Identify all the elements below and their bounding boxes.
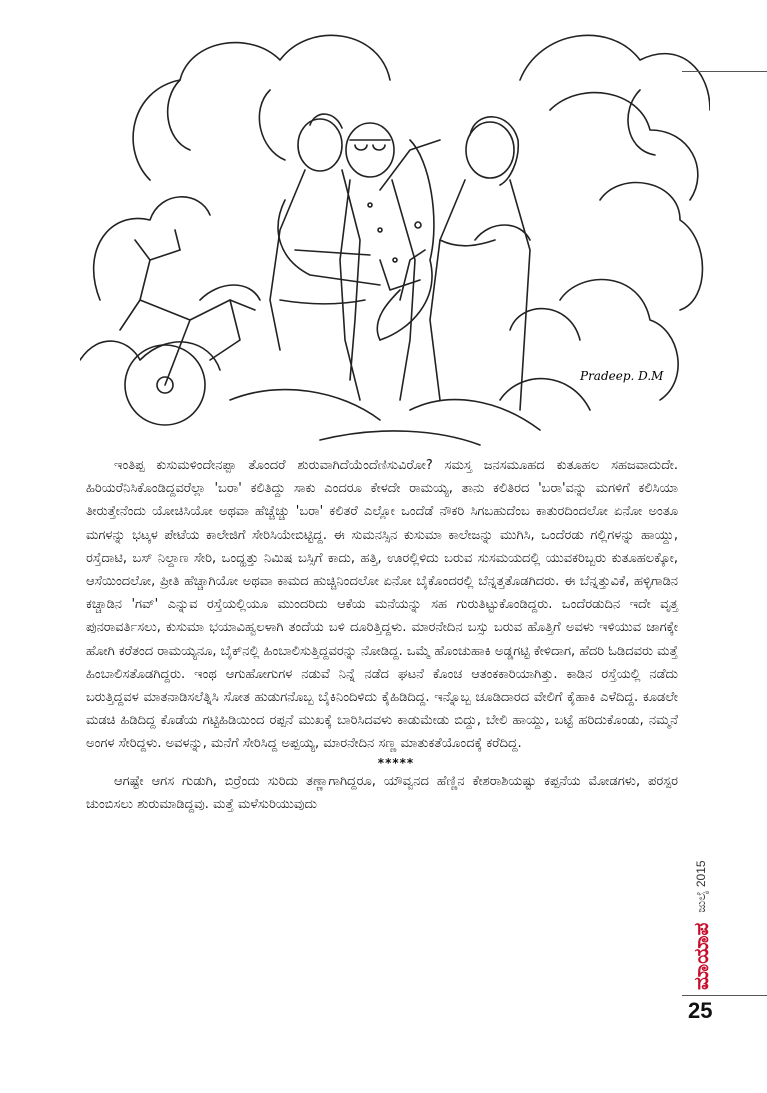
illustration-signature: Pradeep. D.M [580, 369, 664, 383]
bottom-divider [682, 995, 767, 996]
story-body [86, 454, 678, 816]
top-divider [682, 71, 767, 72]
issue-date: ಜುಲೈ 2015 [693, 860, 708, 913]
illustration-drawing [80, 0, 710, 450]
magazine-name: ಮಾಯಾಪ [689, 922, 713, 990]
story-paragraph-1: ಇಂತಿಪ್ಪ ಕುಸುಮಳಿಂದೇನಪ್ಪಾ ತೊಂದರೆ ಶುರುವಾಗಿದೆಯೆಂದೆಣಿಸುವಿರೋ? ಸಮಸ್ತ ಜನಸಮೂಹದ ಕುತೂಹಲ ಸಹಜವಾದುದೇ. ಹಿರಿಯರೆನಿಸಿಕೊಂಡಿದ್ದವರೆಲ್ಲಾ 'ಬರಾ' ಕಲಿತಿದ್ದು ಸಾಕು ಎಂದರೂ ಕೇಳದೇ ರಾಮಯ್ಯ, ತಾನು ಕಲಿತಿರದ 'ಬರಾ'ವನ್ನು ಮಗಳಿಗೆ ಕಲಿಸಿಯಾ ತೀರುತ್ತೇನೆಂದು ಯೋಚಿಸಿಯೋ ಅಥವಾ ಹೆಚ್ಚೆಚ್ಚು 'ಬರಾ' ಕಲಿತರೆ ಎಲ್ಲೋ ಒಂದೆಡೆ ನೌಕರಿ ಸಿಗಬಹುದೆಂಬ ಕಾತುರದಿಂದಲೋ ಏನೋ ಅಂತೂ ಮಗಳನ್ನು ಭಟ್ಕಳ ಪೇಟೆಯ ಕಾಲೇಜಿಗೆ ಸೇರಿಸಿಯೇಬಿಟ್ಟಿದ್ದ. ಈ ಸುಮನಸ್ಸಿನ ಕುಸುಮಾ ಕಾಲೇಜನ್ನು ಮುಗಿಸಿ, ಒಂದೆರಡು ಗಲ್ಲಿಗಳನ್ನು ಹಾಯ್ದು, ರಸ್ತೆದಾಟಿ, ಬಸ್ ನಿಲ್ದಾಣ ಸೇರಿ, ಒಂದ್ಹತ್ತು ನಿಮಿಷ ಬಸ್ಸಿಗೆ ಕಾದು, ಹತ್ತಿ, ಊರಲ್ಲಿಳಿದು ಬರುವ ಸುಸಮಯದಲ್ಲಿ ಯುವಕರಿಬ್ಬರು ಕುತೂಹಲಕ್ಕೋ, ಆಸೆಯಿಂದಲೋ, ಪ್ರೀತಿ ಹೆಚ್ಚಾಗಿಯೋ ಅಥವಾ ಕಾಮದ ಹುಚ್ಚಿನಿಂದಲೋ ಏನೋ ಬೈಕೊಂದರಲ್ಲಿ ಬೆನ್ನತ್ತತೊಡಗಿದರು. ಈ ಬೆನ್ನತ್ತುವಿಕೆ, ಹಳ್ಳಿಗಾಡಿನ ಕಚ್ಚಾಡಿನ 'ಗವ್' ಎನ್ನುವ ರಸ್ತೆಯಲ್ಲಿಯೂ ಮುಂದರಿದು ಆಕೆಯ ಮನೆಯನ್ನು ಸಹ ಗುರುತಿಟ್ಟುಕೊಂಡಿದ್ದರು. ಒಂದೆರಡುದಿನ ಇದೇ ವೃತ್ತ ಪುನರಾವರ್ತಿಸಲು, ಕುಸುಮಾ ಭಯಾವಿಹ್ವಲಳಾಗಿ ತಂದೆಯ ಬಳಿ ದೂರಿತ್ತಿದ್ದಳು. ಮಾರನೇದಿನ ಬಸ್ಸು ಬರುವ ಹೊತ್ತಿಗೆ ಅವಳು ಇಳಿಯುವ ಜಾಗಕ್ಕೇ ಹೋಗಿ ಕರೆತಂದ ರಾಮಯ್ಯನೂ, ಬೈಕ್‌ನಲ್ಲಿ ಹಿಂಬಾಲಿಸುತ್ತಿದ್ದವರನ್ನು ನೋಡಿದ್ದ. ಒಮ್ಮೆ ಹೊಂಚುಹಾಕಿ ಅಡ್ಡಗಟ್ಟಿ ಕೇಳಿದಾಗ, ಹೆದರಿ ಓಡಿದವರು ಮತ್ತೆ ಹಿಂಬಾಲಿಸತೊಡಗಿದ್ದರು. ಇಂಥ ಆಗುಹೋಗುಗಳ ನಡುವೆ ನಿನ್ನೆ ನಡೆದ ಘಟನೆ ಕೊಂಚ ಆತಂಕಕಾರಿಯಾಗಿತ್ತು. ಕಾಡಿನ ರಸ್ತೆಯಲ್ಲಿ ನಡೆದು ಬರುತ್ತಿದ್ದವಳ ಮಾತನಾಡಿಸಲೆತ್ನಿಸಿ ಸೋತ ಹುಡುಗನೊಬ್ಬ ಬೈಕಿನಿಂದಿಳಿದು ಕೈಹಿಡಿದಿದ್ದ. ಇನ್ನೊಬ್ಬ ಚೂಡಿದಾರದ ವೇಲಿಗೆ ಕೈಹಾಕಿ ಎಳೆದಿದ್ದ. ಕೂಡಲೇ ಮಡಚಿ ಹಿಡಿದಿದ್ದ ಕೊಡೆಯ ಗಟ್ಟಿಹಿಡಿಯಿಂದ ರಪ್ಪನೆ ಮುಖಕ್ಕೆ ಬಾರಿಸಿದವಳು ಕಾಡುಮೇಡು ಬಿದ್ದು, ಬೇಲಿ ಹಾಯ್ದು, ಬಟ್ಟೆ ಹರಿದುಕೊಂಡು, ನಮ್ಮನೆ ಅಂಗಳ ಸೇರಿದ್ದಳು. ಅವಳನ್ನು, ಮನೆಗೆ ಸೇರಿಸಿದ್ದ ಅಪ್ಪಯ್ಯ, ಮಾರನೇದಿನ ಸಣ್ಣ ಮಾತುಕತೆಯೊಂದಕ್ಕೆ ಕರೆದಿದ್ದ. [86, 458, 678, 752]
story-paragraph-2: ಆಗಷ್ಟೇ ಆಗಸ ಗುಡುಗಿ, ಬಿರ್ರೆಂದು ಸುರಿದು ತಣ್ಣಾಗಾಗಿದ್ದರೂ, ಯೌವ್ವನದ ಹೆಣ್ಣಿನ ಕೇಶರಾಶಿಯಷ್ಟು ಕಪ್ಪನೆಯ ಮೋಡಗಳು, ಪರಸ್ಪರ ಚುಂಬಿಸಲು ಶುರುಮಾಡಿದ್ದವು. ಮತ್ತೆ ಮಳೆಸುರಿಯುವುದು [86, 773, 678, 812]
magazine-side-label [686, 810, 716, 990]
story-illustration [80, 0, 710, 450]
section-separator: ***** [377, 755, 415, 770]
page-number: 25 [688, 998, 713, 1023]
